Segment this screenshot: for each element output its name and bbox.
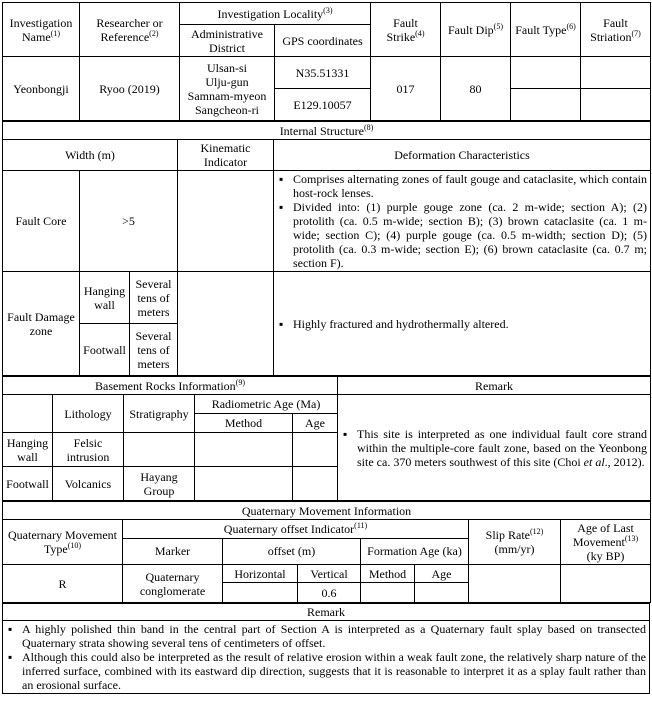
formation-age-value xyxy=(415,583,469,603)
stratigraphy-header: Stratigraphy xyxy=(124,395,195,433)
formation-age-header: Formation Age (ka) xyxy=(361,538,469,564)
fault-core-label: Fault Core xyxy=(3,171,80,272)
movement-type-value: R xyxy=(3,565,123,603)
basement-footwall-age xyxy=(293,467,338,501)
gps-header: GPS coordinates xyxy=(275,25,371,57)
damage-kinematic xyxy=(178,272,274,376)
remark-title: Remark xyxy=(3,604,650,621)
longitude-value: E129.10057 xyxy=(275,89,371,121)
fault-strike-value: 017 xyxy=(371,57,441,121)
fault-type-value xyxy=(511,57,581,89)
researcher-header: Researcher or Reference$^{(2)}$ xyxy=(80,3,180,57)
fault-strike-header: Fault Strike$^{(4)}$ xyxy=(371,3,441,57)
researcher-value: Ryoo (2019) xyxy=(80,57,180,121)
damage-footwall-label: Footwall xyxy=(80,324,130,376)
remark-table xyxy=(2,603,650,694)
fault-core-bullet: ▪ Comprises alternating zones of fault gouge and cataclasite, which contain host-rock lenses. xyxy=(293,172,647,200)
basement-remark xyxy=(338,395,651,501)
basement-remark-bullet: ▪ This site is interpreted as one individual fault core strand within the multiple-core fault zone, based on the Yeonbong site ca. 370 meters southwest of this site (Choi et al., 2012). xyxy=(357,427,647,469)
remark-body xyxy=(3,621,650,694)
formation-method-value xyxy=(361,583,415,603)
fault-investigation-table xyxy=(2,2,650,694)
offset-indicator-header: Quaternary offset Indicator$^{(11)}$ xyxy=(123,520,469,539)
lithology-header: Lithology xyxy=(53,395,124,433)
fault-striation-value-2 xyxy=(581,89,651,121)
admin-district-header: Administrative District xyxy=(180,25,275,57)
damage-bullet: ▪ Highly fractured and hydrothermally altered. xyxy=(293,317,647,331)
investigation-name-header: Investigation Name$^{(1)}$ xyxy=(3,3,80,57)
damage-hanging-width: Several tens of meters xyxy=(130,272,178,324)
width-header: Width (m) xyxy=(3,140,178,171)
kinematic-header: Kinematic Indicator xyxy=(178,140,274,171)
damage-deformation xyxy=(274,272,651,376)
basement-blank-header xyxy=(3,395,53,433)
marker-value: Quaternary conglomerate xyxy=(123,565,223,603)
basement-hanging-lithology: Felsic intrusion xyxy=(53,433,124,467)
fault-core-deformation xyxy=(274,171,651,272)
fault-striation-value xyxy=(581,57,651,89)
locality-header: Investigation Locality$^{(3)}$ xyxy=(180,3,371,25)
formation-age-col-header: Age xyxy=(415,565,469,583)
basement-footwall-label: Footwall xyxy=(3,467,53,501)
remark-bullet: ▪ A highly polished thin band in the central part of Section A is interpreted as a Quaternary fault splay based on transected Quaternary strata showing several tens of centimeters of offset. xyxy=(22,622,646,650)
damage-zone-label: Fault Damage zone xyxy=(3,272,80,376)
fault-type-header: Fault Type$^{(6)}$ xyxy=(511,3,581,57)
quaternary-table xyxy=(2,501,651,603)
fault-dip-header: Fault Dip$^{(5)}$ xyxy=(441,3,511,57)
internal-structure-title: Internal Structure$^{(8)}$ xyxy=(3,122,651,140)
radiometric-method-header: Method xyxy=(195,414,293,433)
last-movement-header: Age of Last Movement$^{(13)}$ (ky BP) xyxy=(561,520,651,565)
fault-striation-header: Fault Striation$^{(7)}$ xyxy=(581,3,651,57)
district-value: Ulsan-si Ulju-gun Samnam-myeon Sangcheon-ri xyxy=(180,57,275,121)
latitude-value: N35.51331 xyxy=(275,57,371,89)
basement-title: Basement Rocks Information$^{(9)}$ xyxy=(3,377,338,395)
basement-hanging-method xyxy=(195,433,293,467)
horizontal-value xyxy=(223,583,298,603)
quaternary-title: Quaternary Movement Information xyxy=(3,502,651,520)
slip-rate-header: Slip Rate$^{(12)}$ (mm/yr) xyxy=(469,520,561,565)
investigation-table xyxy=(2,2,651,121)
basement-footwall-strat: Hayang Group xyxy=(124,467,195,501)
basement-hanging-age xyxy=(293,433,338,467)
slip-rate-value xyxy=(469,565,561,603)
basement-footwall-method xyxy=(195,467,293,501)
radiometric-header: Radiometric Age (Ma) xyxy=(195,395,338,414)
vertical-header: Vertical xyxy=(298,565,361,583)
offset-header: offset (m) xyxy=(223,538,361,564)
marker-header: Marker xyxy=(123,538,223,564)
formation-method-header: Method xyxy=(361,565,415,583)
fault-core-bullet: ▪ Divided into: (1) purple gouge zone (ca. 2 m-wide; section A); (2) protolith (ca. 0.5 m-wide; section B); (3) brown cataclasite (ca. 1 m-wide; section C); (4) purple gouge (ca. 0.5 m-width; section D); (5) protolith (ca. 0.3 m-wide; section E); (6) brown cataclasite (ca. 0.7 m; section F). xyxy=(293,200,647,270)
internal-structure-table xyxy=(2,121,651,376)
deformation-header: Deformation Characteristics xyxy=(274,140,651,171)
fault-core-kinematic xyxy=(178,171,274,272)
radiometric-age-header: Age xyxy=(293,414,338,433)
basement-hanging-strat xyxy=(124,433,195,467)
movement-type-header: Quaternary Movement Type$^{(10)}$ xyxy=(3,520,123,565)
last-movement-value xyxy=(561,565,651,603)
basement-hanging-label: Hanging wall xyxy=(3,433,53,467)
damage-footwall-width: Several tens of meters xyxy=(130,324,178,376)
vertical-value: 0.6 xyxy=(298,583,361,603)
basement-rocks-table xyxy=(2,376,651,501)
fault-core-width: >5 xyxy=(80,171,178,272)
remark-bullet: ▪ Although this could also be interpreted as the result of relative erosion within a weak fault zone, the relatively sharp nature of the inferred surface, combined with its eastward dip direction, suggests that it is reasonable to interpret it as a splay fault rather than an erosional surface. xyxy=(22,650,646,692)
fault-type-value-2 xyxy=(511,89,581,121)
horizontal-header: Horizontal xyxy=(223,565,298,583)
investigation-name-value: Yeonbongji xyxy=(3,57,80,121)
basement-remark-header: Remark xyxy=(338,377,651,395)
fault-dip-value: 80 xyxy=(441,57,511,121)
damage-hanging-label: Hanging wall xyxy=(80,272,130,324)
basement-footwall-lithology: Volcanics xyxy=(53,467,124,501)
